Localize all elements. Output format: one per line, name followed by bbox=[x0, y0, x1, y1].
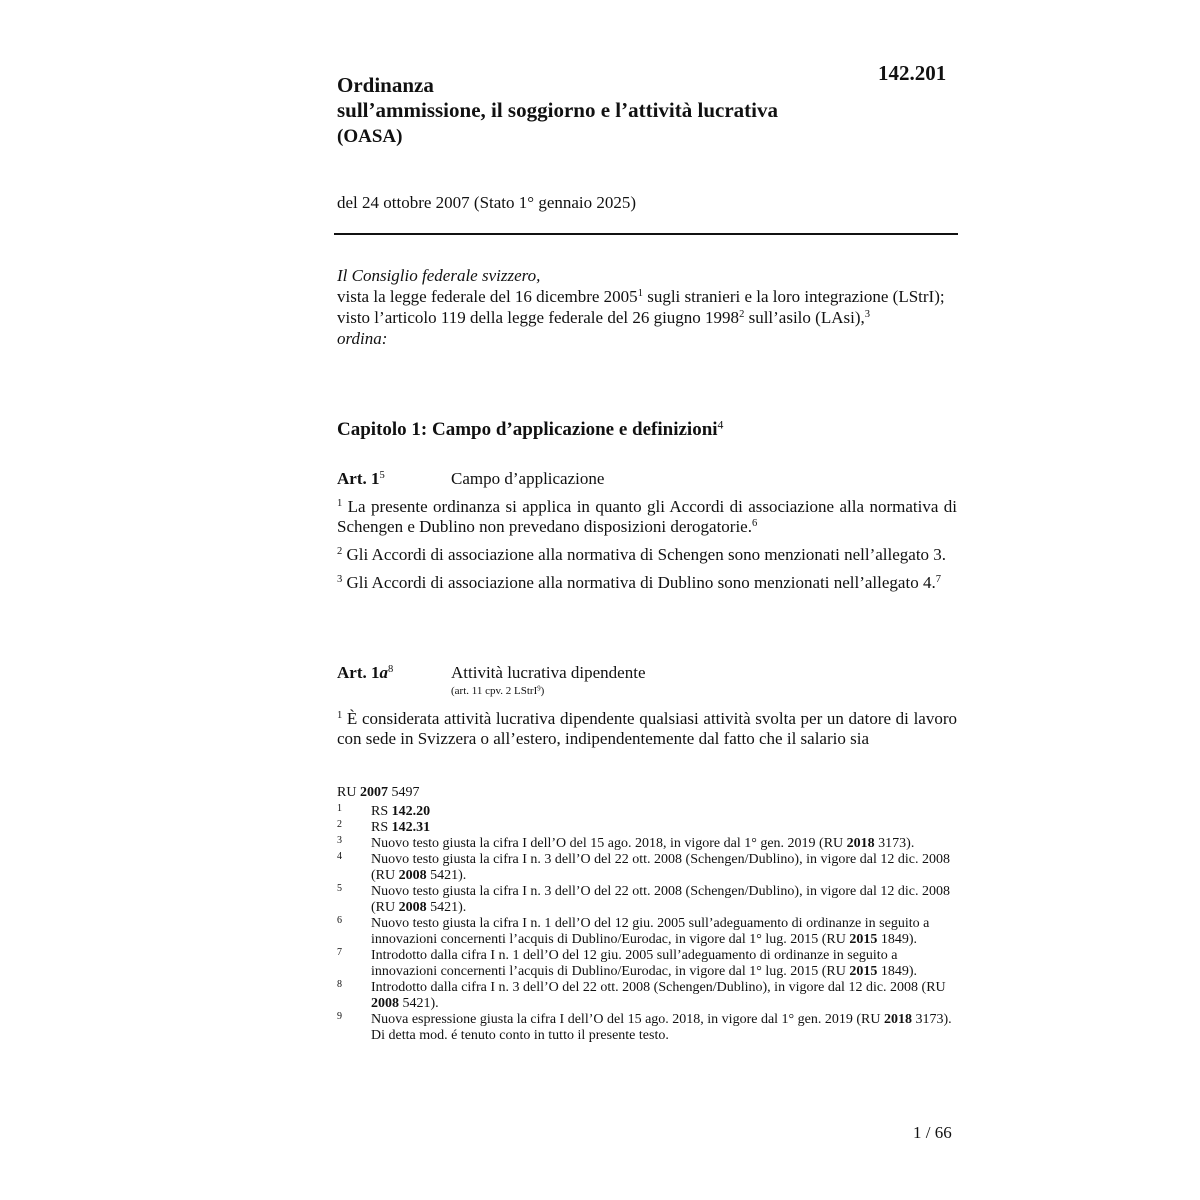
article-1-paragraph-3 bbox=[337, 573, 957, 593]
footnote bbox=[337, 948, 957, 980]
chapter-heading bbox=[337, 419, 723, 441]
paragraph-number: 3 bbox=[337, 574, 343, 586]
article-1a bbox=[337, 663, 957, 749]
article-1a-number-text: Art. 1 bbox=[337, 663, 380, 682]
footnote-ref-8[interactable]: 8 bbox=[387, 664, 394, 676]
footnote-text: Nuovo testo giusta la cifra I dell’O del 15 ago. 2018, in vigore dal 1° gen. 2019 (RU bbox=[371, 836, 847, 851]
footnote-ref-9[interactable]: 9 bbox=[537, 685, 541, 693]
footnote bbox=[337, 820, 957, 836]
footnote-bold-ref: 2008 bbox=[371, 996, 399, 1011]
footnote bbox=[337, 980, 957, 1012]
article-1-paragraph-1 bbox=[337, 497, 957, 537]
preamble-authority: Il Consiglio federale svizzero, bbox=[337, 266, 541, 285]
footnote-bold-ref: 2018 bbox=[846, 836, 875, 851]
footnote-number: 6 bbox=[337, 915, 342, 926]
paragraph-text: La presente ordinanza si applica in quanto gli Accordi di associazione alla normativa di Schengen e Dublino non prevedano disposizioni derogatorie. bbox=[337, 497, 957, 536]
preamble-line-1-text: vista la legge federale del 16 dicembre 2005 bbox=[337, 287, 638, 306]
footnote-number: 7 bbox=[337, 947, 342, 958]
article-1a-number bbox=[337, 663, 393, 683]
footnotes-list bbox=[337, 804, 957, 1044]
legal-reference-close: ) bbox=[540, 685, 545, 697]
preamble-line-2-text: visto l’articolo 119 della legge federale del 26 giugno 1998 bbox=[337, 308, 740, 327]
article-1-number-text: Art. 1 bbox=[337, 469, 380, 488]
paragraph-number: 1 bbox=[337, 498, 343, 510]
article-1-header bbox=[337, 469, 957, 491]
paragraph-text: Gli Accordi di associazione alla normativa di Schengen sono menzionati nell’allegato 3. bbox=[342, 545, 947, 564]
footnote-text: Introdotto dalla cifra I n. 3 dell’O del 22 ott. 2008 (Schengen/Dublino), in vigore dal 12 dic. 2008 (RU bbox=[371, 980, 946, 995]
article-1a-paragraph-1 bbox=[337, 709, 957, 749]
preamble-line-2-text-cont: sull’asilo (LAsi), bbox=[744, 308, 865, 327]
preamble-line-1-text-cont: sugli stranieri e la loro integrazione (LStrI); bbox=[642, 287, 945, 306]
article-1a-title: Attività lucrativa dipendente bbox=[451, 663, 646, 682]
footnote-number: 4 bbox=[337, 851, 342, 862]
paragraph-text: Gli Accordi di associazione alla normativa di Dublino sono menzionati nell’allegato 4. bbox=[342, 573, 936, 592]
footnote-text: RS bbox=[371, 804, 392, 819]
footnote-number: 5 bbox=[337, 883, 342, 894]
header-divider bbox=[334, 233, 958, 235]
ru-prefix: RU bbox=[337, 785, 360, 800]
footnote-ref-2[interactable]: 2 bbox=[739, 309, 745, 321]
document-date: del 24 ottobre 2007 (Stato 1° gennaio 2025) bbox=[337, 193, 637, 212]
article-1-paragraph-2 bbox=[337, 545, 957, 565]
ru-year: 2007 bbox=[359, 785, 388, 800]
footnote-bold-ref: 2008 bbox=[398, 868, 427, 883]
footnote-text-cont: 1849). bbox=[877, 932, 918, 947]
footnote bbox=[337, 916, 957, 948]
article-1a-header bbox=[337, 663, 957, 705]
sr-number: 142.201 bbox=[878, 61, 947, 85]
official-compilation-reference bbox=[337, 785, 419, 801]
footnote-text-cont: 5421). bbox=[426, 868, 467, 883]
preamble-decree: ordina: bbox=[337, 329, 388, 348]
ru-page: 5497 bbox=[387, 785, 420, 800]
preamble-line-2 bbox=[337, 307, 957, 328]
article-1a-legal-reference bbox=[451, 685, 544, 697]
article-1-title: Campo d’applicazione bbox=[451, 469, 605, 488]
footnote-bold-ref: 2018 bbox=[883, 1012, 912, 1027]
paragraph-text: È considerata attività lucrativa dipendente qualsiasi attività svolta per un datore di lavoro con sede in Svizzera o all’estero, indipendentemente dal fatto che il salario sia bbox=[337, 709, 957, 748]
footnote-text: Nuova espressione giusta la cifra I dell’O del 15 ago. 2018, in vigore dal 1° gen. 2019 (RU bbox=[371, 1012, 884, 1027]
footnote-ref-7[interactable]: 7 bbox=[935, 574, 941, 586]
paragraph-number: 2 bbox=[337, 546, 343, 558]
footnote-ref-6[interactable]: 6 bbox=[751, 518, 758, 530]
footnote-bold-ref: 2015 bbox=[849, 932, 878, 947]
footnote-text: Nuovo testo giusta la cifra I n. 3 dell’O del 22 ott. 2008 (Schengen/Dublino), in vigore dal 12 dic. 2008 (RU bbox=[371, 884, 950, 915]
footnote-text-cont: 1849). bbox=[877, 964, 918, 979]
footnote-ref-1[interactable]: 1 bbox=[637, 288, 643, 300]
footnote bbox=[337, 836, 957, 852]
footnote-bold-ref: 2008 bbox=[398, 900, 427, 915]
footnote-ref-4[interactable]: 4 bbox=[717, 418, 724, 432]
document-title bbox=[337, 73, 778, 149]
paragraph-number: 1 bbox=[337, 710, 343, 722]
article-1a-number-suffix: a bbox=[379, 663, 388, 682]
footnote-ref-3[interactable]: 3 bbox=[864, 309, 870, 321]
footnote-text-cont: 3173). bbox=[874, 836, 915, 851]
footnote-number: 2 bbox=[337, 819, 342, 830]
preamble bbox=[337, 265, 957, 349]
footnote bbox=[337, 804, 957, 820]
article-1-number bbox=[337, 469, 385, 489]
footnote-text-cont: 5421). bbox=[426, 900, 467, 915]
footnote-number: 8 bbox=[337, 979, 342, 990]
footnote-bold-ref: 142.20 bbox=[391, 804, 431, 819]
footnote-bold-ref: 142.31 bbox=[391, 820, 431, 835]
footnote-number: 1 bbox=[337, 803, 342, 814]
footnote-text: Nuovo testo giusta la cifra I n. 3 dell’O del 22 ott. 2008 (Schengen/Dublino), in vigore dal 12 dic. 2008 (RU bbox=[371, 852, 950, 883]
footnote-text: Introdotto dalla cifra I n. 1 dell’O del 12 giu. 2005 sull’adeguamento di ordinanze in seguito a innovazioni concernenti l’acquis di Dublino/Eurodac, in vigore dal 1° lug. 2015 (RU bbox=[371, 948, 898, 979]
chapter-title: Capitolo 1: Campo d’applicazione e definizioni bbox=[337, 419, 718, 440]
footnote-number: 9 bbox=[337, 1011, 342, 1022]
footnote bbox=[337, 1012, 957, 1044]
footnote bbox=[337, 852, 957, 884]
footnote-bold-ref: 2015 bbox=[849, 964, 878, 979]
title-abbreviation: (OASA) bbox=[337, 126, 403, 148]
article-1 bbox=[337, 469, 957, 593]
footnote-text: RS bbox=[371, 820, 392, 835]
footnote-ref-5[interactable]: 5 bbox=[379, 470, 385, 482]
footnote-text-cont: 5421). bbox=[399, 996, 439, 1011]
preamble-line-1 bbox=[337, 286, 957, 307]
footnote-text-cont: 3173). Di detta mod. é tenuto conto in tutto il presente testo. bbox=[371, 1012, 952, 1043]
footnote-text: Nuovo testo giusta la cifra I n. 1 dell’O del 12 giu. 2005 sull’adeguamento di ordinanze in seguito a innovazioni concernenti l’acquis di Dublino/Eurodac, in vigore dal 1° lug. 2015 (RU bbox=[371, 916, 930, 947]
page-number: 1 / 66 bbox=[913, 1123, 952, 1142]
footnote-number: 3 bbox=[337, 835, 342, 846]
title-line-1: Ordinanza bbox=[337, 73, 434, 97]
legal-reference-text: (art. 11 cpv. 2 LStrI bbox=[451, 685, 538, 697]
footnote bbox=[337, 884, 957, 916]
title-line-2: sull’ammissione, il soggiorno e l’attività lucrativa bbox=[337, 98, 778, 123]
